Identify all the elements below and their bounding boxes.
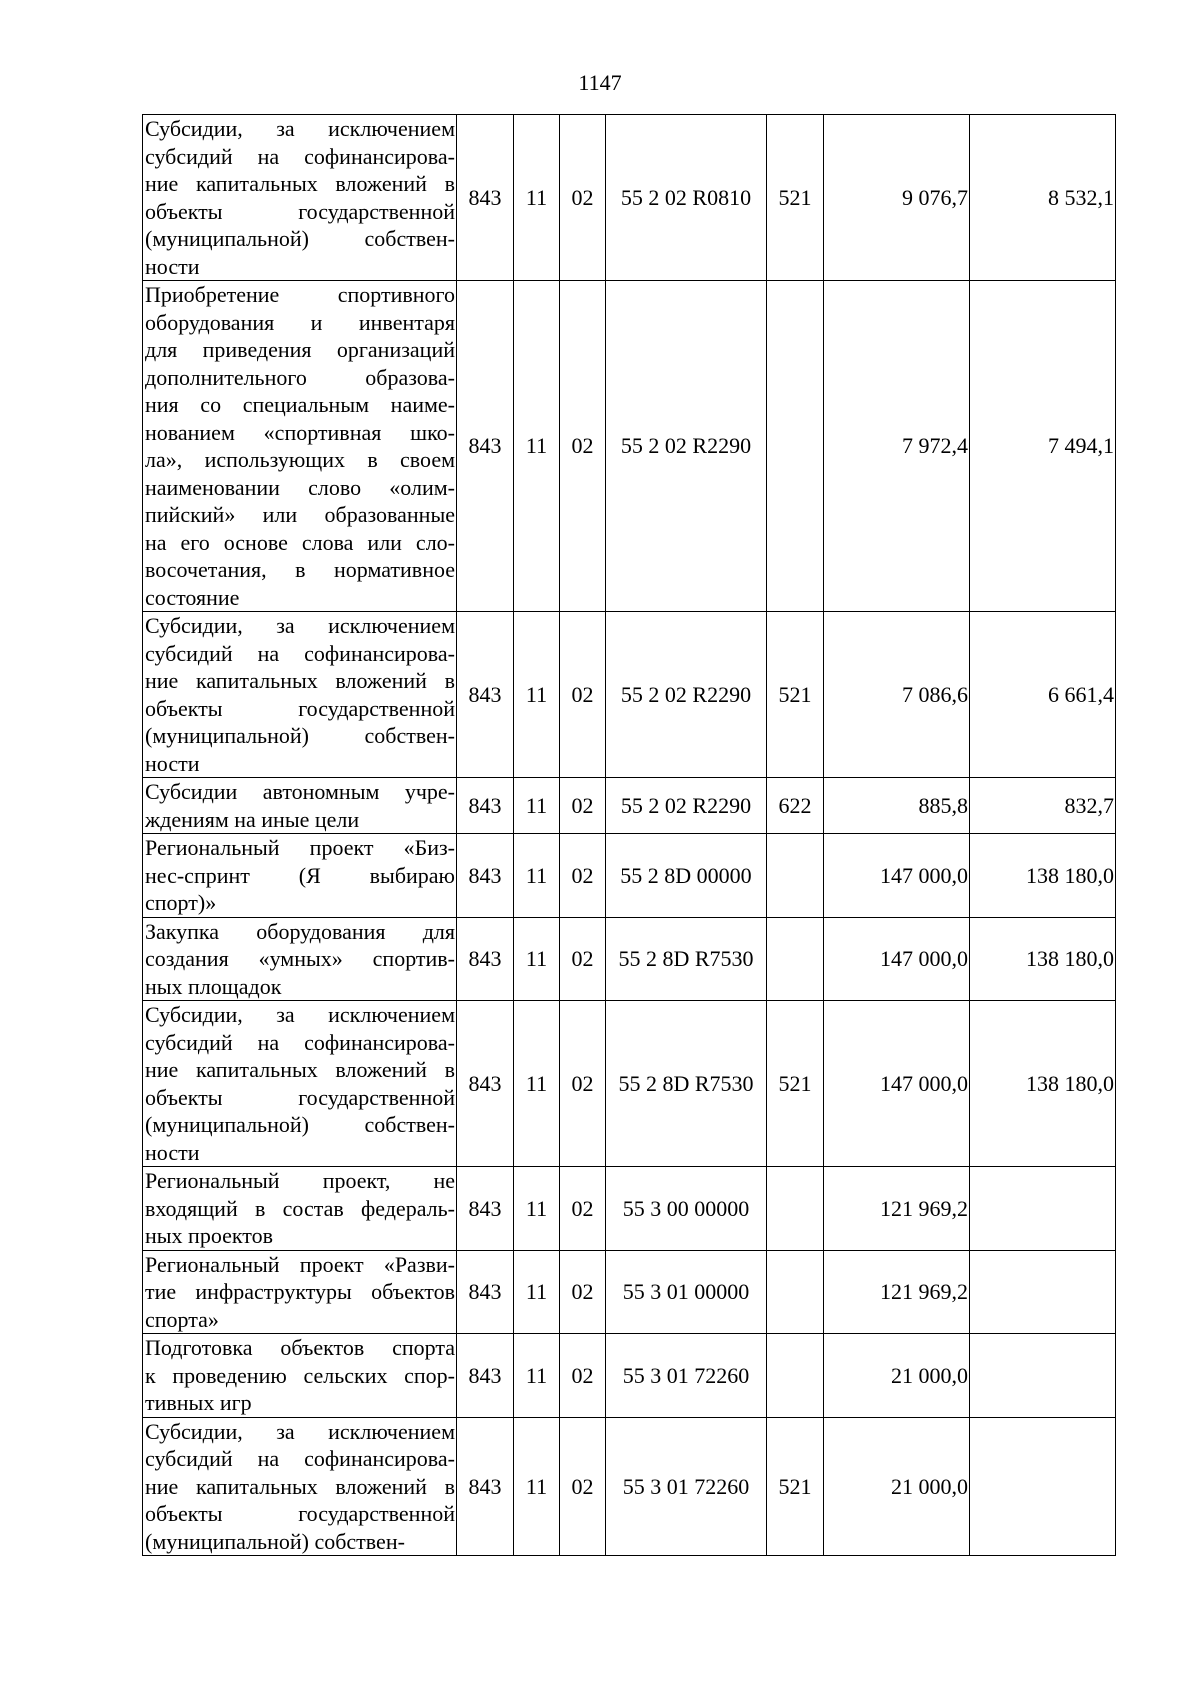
row-name-line: ных площадок (145, 973, 282, 999)
section-code-cell: 11 (514, 115, 560, 281)
row-name-line: Субсидии, за исключением (145, 116, 455, 141)
row-name-line: пийский» или образованные (145, 502, 455, 527)
expense-type-cell: 521 (767, 1417, 824, 1556)
row-name-line: к проведению сельских спор- (145, 1362, 455, 1388)
amount-year2-cell (970, 1167, 1116, 1251)
amount-year1-cell: 21 000,0 (824, 1417, 970, 1556)
amount-year1-cell: 7 972,4 (824, 281, 970, 612)
row-name-cell (143, 612, 457, 778)
ved-code-cell: 843 (457, 612, 514, 778)
amount-year1-cell: 147 000,0 (824, 917, 970, 1001)
subsection-code-cell: 02 (560, 778, 606, 834)
row-name-line: Субсидии, за исключением (145, 1418, 455, 1444)
row-name-line: ния со специальным наиме- (145, 392, 455, 417)
subsection-code-cell: 02 (560, 917, 606, 1001)
target-article-cell: 55 2 02 R2290 (606, 612, 767, 778)
table-row (143, 1001, 1116, 1167)
amount-year1-cell: 9 076,7 (824, 115, 970, 281)
amount-year1-cell: 121 969,2 (824, 1250, 970, 1334)
table-row (143, 281, 1116, 612)
subsection-code-cell: 02 (560, 1417, 606, 1556)
row-name-line: ности (145, 750, 200, 776)
subsection-code-cell: 02 (560, 834, 606, 918)
amount-year2-cell: 7 494,1 (970, 281, 1116, 612)
row-name-cell (143, 115, 457, 281)
target-article-cell: 55 2 02 R2290 (606, 281, 767, 612)
row-name-line: Субсидии, за исключением (145, 1002, 455, 1027)
expense-type-cell (767, 1334, 824, 1418)
row-name-line: субсидий на софинансирова- (145, 143, 455, 169)
row-name-cell (143, 1001, 457, 1167)
amount-year1-cell: 147 000,0 (824, 834, 970, 918)
expense-type-cell: 622 (767, 778, 824, 834)
row-name-line: Региональный проект, не (145, 1168, 455, 1193)
row-name-line: оборудования и инвентаря (145, 309, 455, 335)
row-name-line: Региональный проект «Разви- (145, 1251, 455, 1277)
section-code-cell: 11 (514, 834, 560, 918)
expense-type-cell (767, 834, 824, 918)
section-code-cell: 11 (514, 281, 560, 612)
target-article-cell: 55 2 8D R7530 (606, 1001, 767, 1167)
table-body (143, 115, 1116, 1556)
row-name-line: нес-спринт (Я выбираю (145, 862, 455, 888)
row-name-line: субсидий на софинансирова- (145, 640, 455, 666)
ved-code-cell: 843 (457, 834, 514, 918)
amount-year2-cell (970, 1417, 1116, 1556)
amount-year1-cell: 147 000,0 (824, 1001, 970, 1167)
subsection-code-cell: 02 (560, 612, 606, 778)
section-code-cell: 11 (514, 1250, 560, 1334)
row-name-line: спорт)» (145, 890, 217, 915)
ved-code-cell: 843 (457, 1001, 514, 1167)
amount-year1-cell: 885,8 (824, 778, 970, 834)
row-name-line: объекты государственной (145, 198, 455, 224)
row-name-line: ние капитальных вложений в (145, 668, 455, 693)
target-article-cell: 55 3 00 00000 (606, 1167, 767, 1251)
row-name-cell (143, 1334, 457, 1418)
row-name-line: ждениям на иные цели (145, 806, 360, 832)
amount-year2-cell (970, 1334, 1116, 1418)
row-name-line: ние капитальных вложений в (145, 1473, 455, 1499)
subsection-code-cell: 02 (560, 281, 606, 612)
section-code-cell: 11 (514, 1001, 560, 1167)
row-name-line: субсидий на софинансирова- (145, 1446, 455, 1471)
row-name-line: на его основе слова или сло- (145, 529, 455, 555)
section-code-cell: 11 (514, 778, 560, 834)
section-code-cell: 11 (514, 1334, 560, 1418)
subsection-code-cell: 02 (560, 1250, 606, 1334)
row-name-line: ние капитальных вложений в (145, 171, 455, 196)
row-name-line: субсидий на софинансирова- (145, 1029, 455, 1055)
row-name-line: тие инфраструктуры объектов (145, 1279, 455, 1304)
page-number: 1147 (578, 70, 622, 95)
expense-type-cell: 521 (767, 1001, 824, 1167)
section-code-cell: 11 (514, 1167, 560, 1251)
ved-code-cell: 843 (457, 778, 514, 834)
row-name-line: ности (145, 1139, 200, 1165)
row-name-line: состояние (145, 584, 240, 610)
row-name-cell (143, 917, 457, 1001)
ved-code-cell: 843 (457, 1167, 514, 1251)
row-name-line: создания «умных» спортив- (145, 946, 455, 971)
expense-type-cell: 521 (767, 115, 824, 281)
row-name-line: спорта» (145, 1306, 219, 1332)
table-row (143, 1250, 1116, 1334)
row-name-line: Закупка оборудования для (145, 918, 455, 944)
target-article-cell: 55 2 02 R0810 (606, 115, 767, 281)
row-name-cell (143, 778, 457, 834)
row-name-cell (143, 1167, 457, 1251)
row-name-line: ности (145, 253, 200, 279)
ved-code-cell: 843 (457, 281, 514, 612)
subsection-code-cell: 02 (560, 1001, 606, 1167)
amount-year1-cell: 121 969,2 (824, 1167, 970, 1251)
table-row (143, 1417, 1116, 1556)
amount-year1-cell: 21 000,0 (824, 1334, 970, 1418)
target-article-cell: 55 2 8D 00000 (606, 834, 767, 918)
table-row (143, 115, 1116, 281)
row-name-line: наименовании слово «олим- (145, 474, 455, 500)
table-row (143, 778, 1116, 834)
target-article-cell: 55 3 01 72260 (606, 1334, 767, 1418)
ved-code-cell: 843 (457, 1250, 514, 1334)
expense-type-cell (767, 1167, 824, 1251)
subsection-code-cell: 02 (560, 1334, 606, 1418)
table-row (143, 612, 1116, 778)
row-name-cell (143, 1250, 457, 1334)
row-name-line: Региональный проект «Биз- (145, 835, 455, 860)
row-name-line: Субсидии автономным учре- (145, 779, 455, 804)
row-name-cell (143, 1417, 457, 1556)
expense-type-cell (767, 1250, 824, 1334)
budget-table (142, 114, 1116, 1556)
row-name-line: объекты государственной (145, 695, 455, 721)
row-name-line: Субсидии, за исключением (145, 613, 455, 638)
table-row (143, 1167, 1116, 1251)
subsection-code-cell: 02 (560, 115, 606, 281)
row-name-line: Приобретение спортивного (145, 282, 455, 307)
amount-year2-cell: 6 661,4 (970, 612, 1116, 778)
row-name-line: для приведения организаций (145, 337, 455, 362)
expense-type-cell (767, 917, 824, 1001)
amount-year2-cell: 138 180,0 (970, 1001, 1116, 1167)
section-code-cell: 11 (514, 612, 560, 778)
amount-year1-cell: 7 086,6 (824, 612, 970, 778)
row-name-line: ных проектов (145, 1223, 273, 1248)
target-article-cell: 55 3 01 72260 (606, 1417, 767, 1556)
amount-year2-cell: 8 532,1 (970, 115, 1116, 281)
subsection-code-cell: 02 (560, 1167, 606, 1251)
row-name-line: объекты государственной (145, 1084, 455, 1110)
table-row (143, 834, 1116, 918)
row-name-line: восочетания, в нормативное (145, 557, 455, 582)
row-name-line: ла», использующих в своем (145, 447, 455, 472)
section-code-cell: 11 (514, 1417, 560, 1556)
row-name-line: Подготовка объектов спорта (145, 1335, 455, 1360)
row-name-line: нованием «спортивная шко- (145, 419, 455, 445)
ved-code-cell: 843 (457, 917, 514, 1001)
expense-type-cell (767, 281, 824, 612)
row-name-line: тивных игр (145, 1390, 252, 1415)
table-row (143, 917, 1116, 1001)
section-code-cell: 11 (514, 917, 560, 1001)
row-name-line: ние капитальных вложений в (145, 1057, 455, 1082)
target-article-cell: 55 2 02 R2290 (606, 778, 767, 834)
amount-year2-cell: 138 180,0 (970, 834, 1116, 918)
amount-year2-cell: 138 180,0 (970, 917, 1116, 1001)
row-name-line: дополнительного образова- (145, 364, 455, 390)
ved-code-cell: 843 (457, 1334, 514, 1418)
amount-year2-cell (970, 1250, 1116, 1334)
target-article-cell: 55 3 01 00000 (606, 1250, 767, 1334)
row-name-line: входящий в состав федераль- (145, 1195, 455, 1221)
target-article-cell: 55 2 8D R7530 (606, 917, 767, 1001)
row-name-line: (муниципальной) собствен- (145, 723, 455, 748)
row-name-cell (143, 281, 457, 612)
row-name-line: (муниципальной) собствен- (145, 1528, 405, 1554)
row-name-line: (муниципальной) собствен- (145, 1112, 455, 1137)
row-name-line: объекты государственной (145, 1501, 455, 1526)
row-name-cell (143, 834, 457, 918)
row-name-line: (муниципальной) собствен- (145, 226, 455, 251)
expense-type-cell: 521 (767, 612, 824, 778)
ved-code-cell: 843 (457, 115, 514, 281)
ved-code-cell: 843 (457, 1417, 514, 1556)
amount-year2-cell: 832,7 (970, 778, 1116, 834)
table-row (143, 1334, 1116, 1418)
